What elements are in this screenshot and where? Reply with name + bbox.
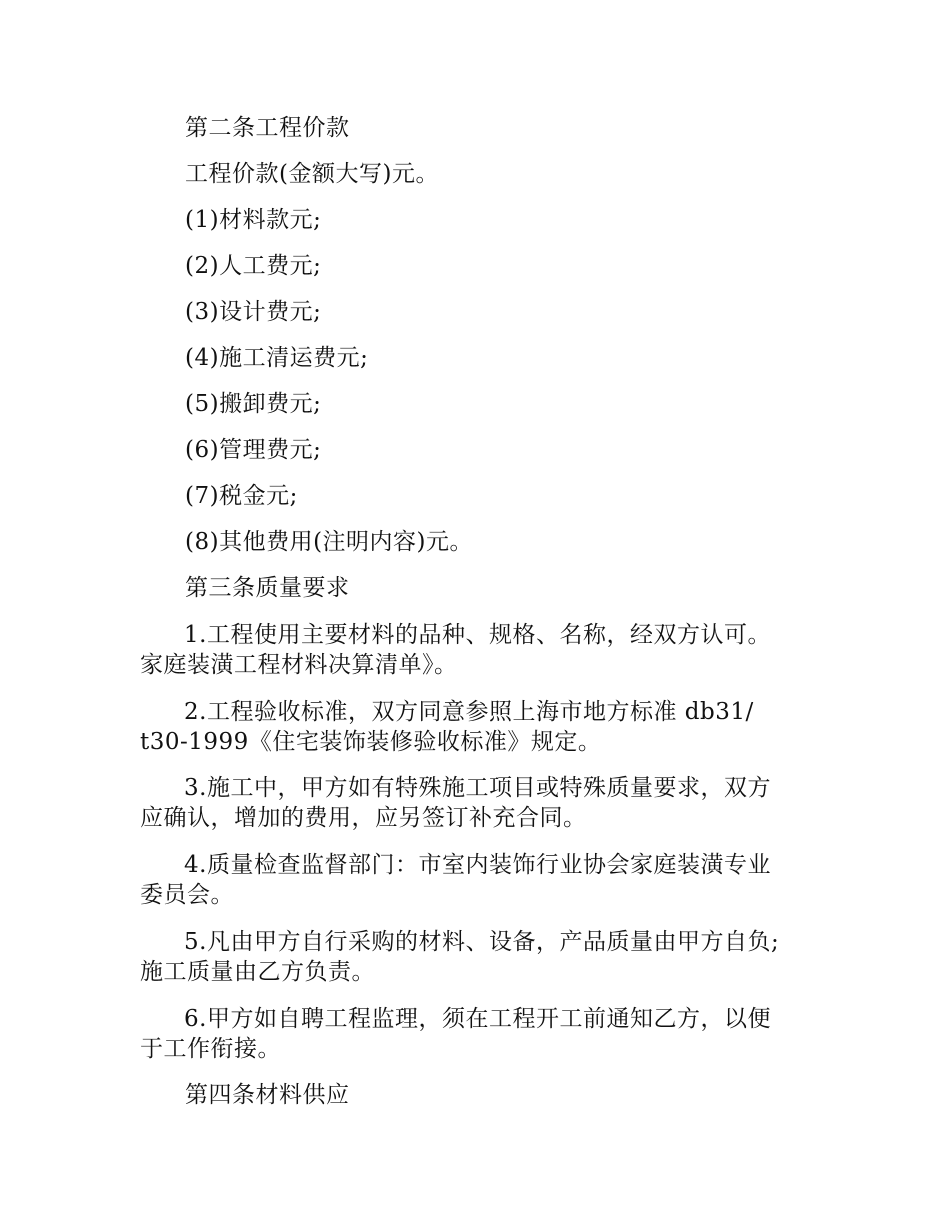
clause-line: 于工作衔接。 [140,1036,281,1062]
article2-heading: 第二条工程价款 [185,115,350,141]
clause-line: 应确认，增加的费用，应另签订补充合同。 [140,805,587,831]
price-item-5: (5)搬卸费元; [185,391,322,417]
quality-clause-2 [140,697,820,757]
clause-line: t30-1999《住宅装饰装修验收标准》规定。 [140,729,602,755]
article3-heading: 第三条质量要求 [185,575,350,601]
price-item-7: (7)税金元; [185,483,298,509]
clause-line: 2.工程验收标准，双方同意参照上海市地方标准 db31/ [184,699,754,725]
price-item-1: (1)材料款元; [185,207,322,233]
clause-line: 施工质量由乙方负责。 [140,959,375,985]
clause-line: 4.质量检查监督部门：市室内装饰行业协会家庭装潢专业 [184,852,771,878]
article2-total: 工程价款(金额大写)元。 [185,161,439,187]
price-item-6: (6)管理费元; [185,437,322,463]
price-item-2: (2)人工费元; [185,253,322,279]
quality-clause-3 [140,773,820,833]
clause-line: 家庭装潢工程材料决算清单》。 [140,652,458,678]
clause-line: 委员会。 [140,882,234,908]
clause-line: 3.施工中，甲方如有特殊施工项目或特殊质量要求，双方 [184,775,771,801]
clause-line: 1.工程使用主要材料的品种、规格、名称，经双方认可。 [184,622,771,648]
clause-line: 5.凡由甲方自行采购的材料、设备，产品质量由甲方自负; [184,929,780,955]
quality-clause-4 [140,850,820,910]
quality-clause-5 [140,927,820,987]
quality-clause-6 [140,1004,820,1064]
price-item-3: (3)设计费元; [185,299,322,325]
price-item-4: (4)施工清运费元; [185,345,369,371]
article4-heading: 第四条材料供应 [185,1082,350,1108]
quality-clause-1 [140,620,820,680]
clause-line: 6.甲方如自聘工程监理，须在工程开工前通知乙方，以便 [184,1006,771,1032]
price-item-8: (8)其他费用(注明内容)元。 [185,529,474,555]
